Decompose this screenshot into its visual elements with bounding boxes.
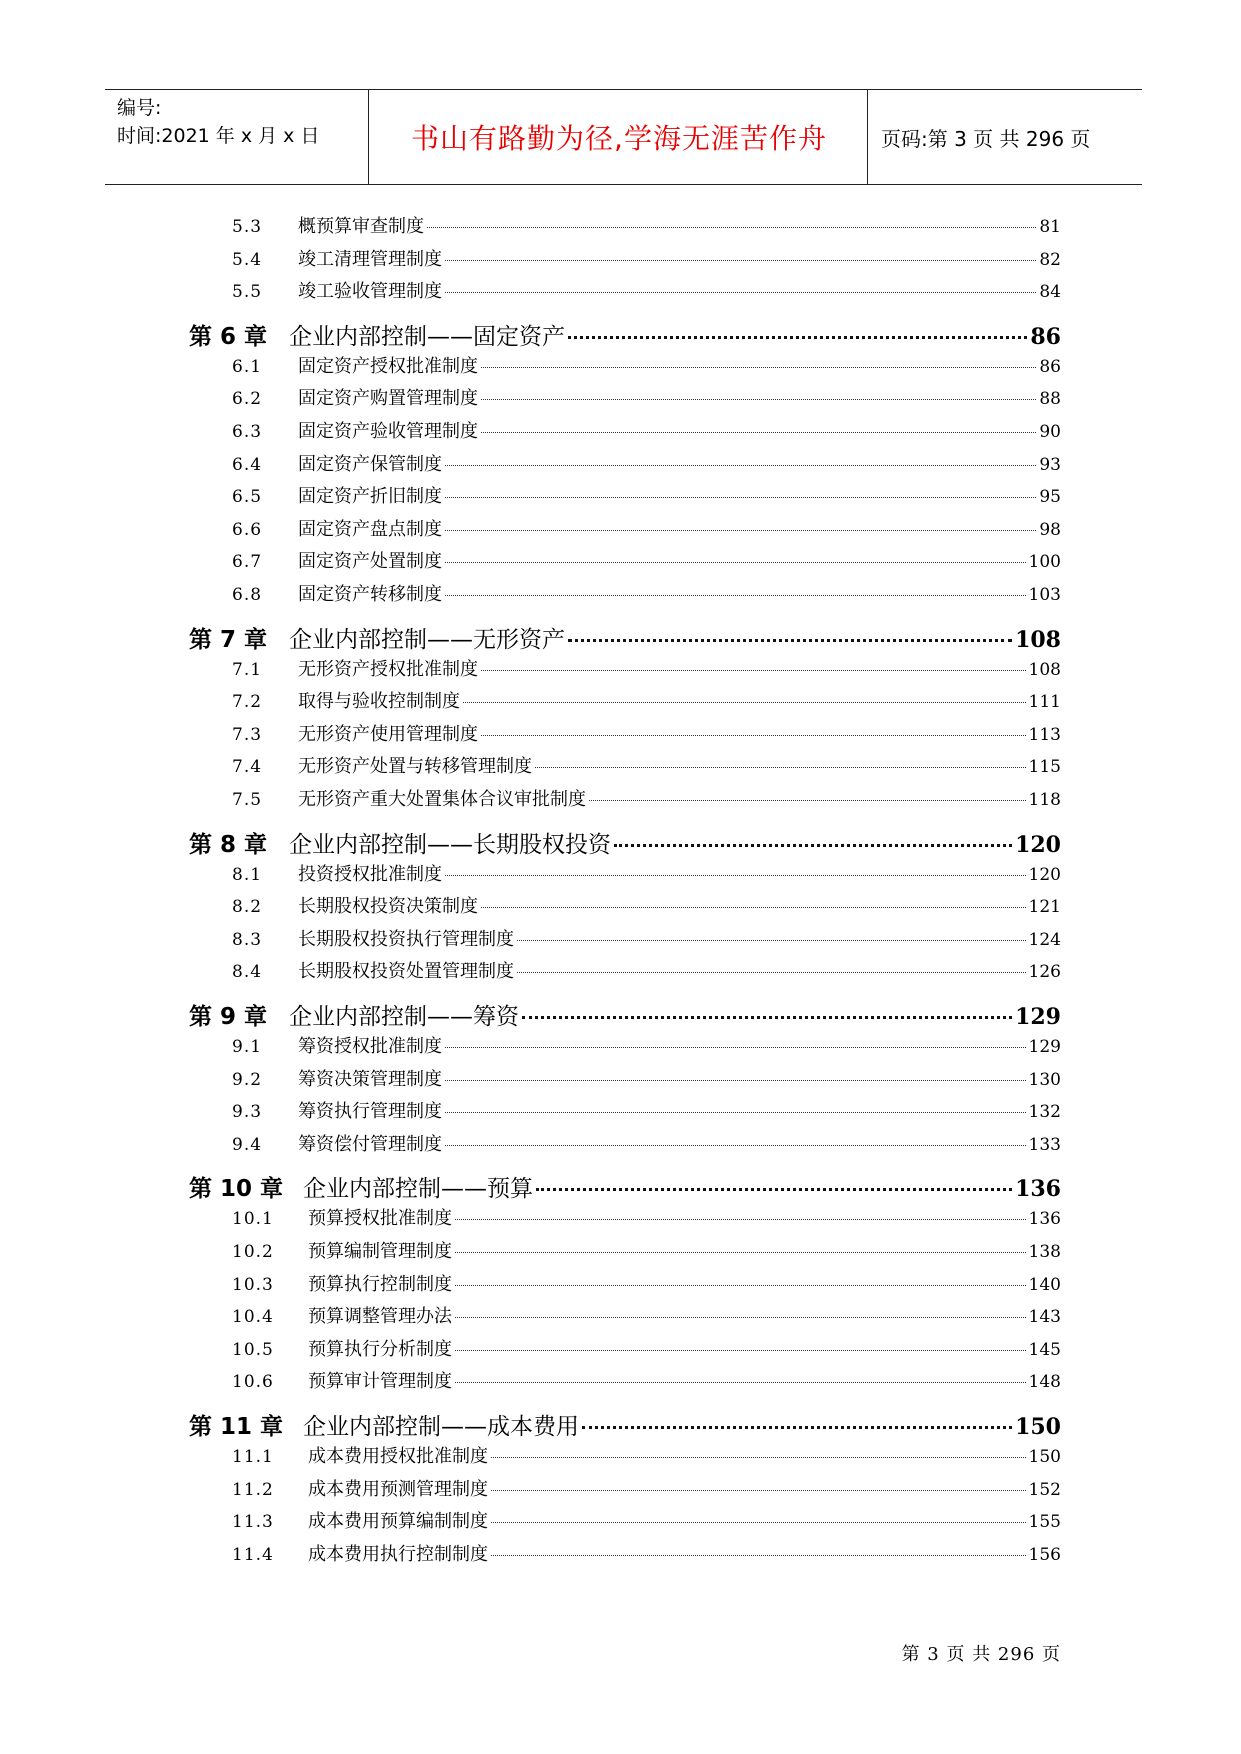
toc-dot-leader xyxy=(517,972,1026,973)
toc-entry-page: 98 xyxy=(1039,520,1061,540)
toc-dot-leader xyxy=(445,1112,1026,1113)
toc-entry-page: 108 xyxy=(1015,627,1061,653)
toc-entry-page: 115 xyxy=(1028,757,1061,777)
toc-section-entry[interactable] xyxy=(0,1032,1241,1062)
toc-entry-number: 第 9 章 xyxy=(189,1004,268,1030)
toc-dot-leader xyxy=(481,432,1036,433)
toc-entry-page: 126 xyxy=(1028,962,1061,982)
toc-dot-leader xyxy=(455,1219,1026,1220)
toc-entry-title: 长期股权投资处置管理制度 xyxy=(298,961,514,982)
toc-entry-title: 预算调整管理办法 xyxy=(308,1306,452,1327)
toc-entry-number: 8.1 xyxy=(232,865,263,885)
toc-dot-leader xyxy=(445,465,1036,466)
toc-entry-number: 7.4 xyxy=(232,757,263,777)
toc-entry-page: 86 xyxy=(1030,324,1061,350)
toc-dot-leader xyxy=(491,1490,1026,1491)
toc-section-entry[interactable] xyxy=(0,1507,1241,1537)
toc-entry-title: 预算编制管理制度 xyxy=(308,1241,452,1262)
toc-entry-page: 103 xyxy=(1028,585,1061,605)
header-divider xyxy=(867,90,868,184)
toc-entry-title: 固定资产盘点制度 xyxy=(298,519,442,540)
toc-entry-number: 6.5 xyxy=(232,487,263,507)
toc-entry-number: 7.2 xyxy=(232,692,263,712)
toc-section-entry[interactable] xyxy=(0,785,1241,815)
toc-section-entry[interactable] xyxy=(0,957,1241,987)
toc-entry-title: 预算执行分析制度 xyxy=(308,1339,452,1360)
toc-chapter-entry[interactable] xyxy=(0,1408,1241,1444)
toc-section-entry[interactable] xyxy=(0,687,1241,717)
toc-dot-leader xyxy=(481,907,1026,908)
toc-section-entry[interactable] xyxy=(0,384,1241,414)
toc-entry-number: 9.3 xyxy=(232,1102,263,1122)
toc-entry-number: 第 11 章 xyxy=(189,1414,284,1440)
toc-entry-page: 138 xyxy=(1028,1242,1061,1262)
toc-entry-title: 概预算审查制度 xyxy=(298,216,424,237)
toc-entry-page: 118 xyxy=(1028,790,1061,810)
toc-entry-number: 7.3 xyxy=(232,725,263,745)
toc-dot-leader xyxy=(481,399,1036,400)
toc-entry-number: 第 8 章 xyxy=(189,832,268,858)
toc-dot-leader xyxy=(463,702,1026,703)
toc-section-entry[interactable] xyxy=(0,245,1241,275)
toc-section-entry[interactable] xyxy=(0,1065,1241,1095)
toc-dot-leader xyxy=(481,367,1036,368)
toc-entry-number: 10.5 xyxy=(232,1340,274,1360)
toc-section-entry[interactable] xyxy=(0,655,1241,685)
toc-dot-leader xyxy=(568,639,1012,642)
toc-dot-leader xyxy=(491,1555,1026,1556)
toc-section-entry[interactable] xyxy=(0,1270,1241,1300)
toc-section-entry[interactable] xyxy=(0,352,1241,382)
toc-entry-title: 无形资产处置与转移管理制度 xyxy=(298,756,532,777)
toc-entry-page: 129 xyxy=(1015,1004,1061,1030)
toc-dot-leader xyxy=(455,1317,1026,1318)
toc-entry-title: 成本费用执行控制制度 xyxy=(308,1544,488,1565)
toc-dot-leader xyxy=(535,767,1026,768)
toc-section-entry[interactable] xyxy=(0,580,1241,610)
toc-chapter-entry[interactable] xyxy=(0,998,1241,1034)
toc-entry-page: 156 xyxy=(1028,1545,1061,1565)
toc-entry-number: 5.4 xyxy=(232,250,263,270)
toc-entry-page: 136 xyxy=(1015,1176,1061,1202)
toc-section-entry[interactable] xyxy=(0,1302,1241,1332)
toc-entry-title: 固定资产处置制度 xyxy=(298,551,442,572)
header-divider xyxy=(368,90,369,184)
toc-entry-number: 8.2 xyxy=(232,897,263,917)
toc-entry-page: 84 xyxy=(1039,282,1061,302)
toc-section-entry[interactable] xyxy=(0,547,1241,577)
toc-entry-page: 150 xyxy=(1015,1414,1061,1440)
toc-section-entry[interactable] xyxy=(0,1097,1241,1127)
toc-entry-page: 111 xyxy=(1028,692,1061,712)
toc-entry-number: 5.5 xyxy=(232,282,263,302)
toc-entry-title: 固定资产折旧制度 xyxy=(298,486,442,507)
toc-entry-page: 124 xyxy=(1028,930,1061,950)
toc-chapter-entry[interactable] xyxy=(0,826,1241,862)
toc-entry-title: 筹资决策管理制度 xyxy=(298,1069,442,1090)
toc-entry-page: 81 xyxy=(1039,217,1061,237)
toc-dot-leader xyxy=(481,670,1026,671)
toc-entry-page: 152 xyxy=(1028,1480,1061,1500)
toc-entry-number: 6.2 xyxy=(232,389,263,409)
toc-entry-title: 企业内部控制——长期股权投资 xyxy=(289,832,611,858)
toc-entry-number: 第 10 章 xyxy=(189,1176,284,1202)
toc-entry-title: 长期股权投资执行管理制度 xyxy=(298,929,514,950)
toc-entry-title: 预算授权批准制度 xyxy=(308,1208,452,1229)
header-time-label: 时间:2021 年 x 月 x 日 xyxy=(117,125,320,147)
toc-entry-page: 150 xyxy=(1028,1447,1061,1467)
toc-section-entry[interactable] xyxy=(0,417,1241,447)
toc-dot-leader xyxy=(536,1188,1012,1191)
toc-entry-title: 筹资偿付管理制度 xyxy=(298,1134,442,1155)
header-page-label: 页码:第 3 页 共 296 页 xyxy=(881,126,1091,151)
toc-entry-title: 企业内部控制——无形资产 xyxy=(289,627,565,653)
toc-entry-number: 11.4 xyxy=(232,1545,274,1565)
toc-dot-leader xyxy=(427,227,1036,228)
toc-entry-number: 9.1 xyxy=(232,1037,263,1057)
toc-dot-leader xyxy=(568,336,1027,339)
toc-dot-leader xyxy=(614,844,1012,847)
toc-section-entry[interactable] xyxy=(0,515,1241,545)
toc-entry-number: 10.4 xyxy=(232,1307,274,1327)
toc-entry-title: 固定资产授权批准制度 xyxy=(298,356,478,377)
toc-entry-number: 6.1 xyxy=(232,357,263,377)
toc-dot-leader xyxy=(445,530,1036,531)
toc-entry-page: 86 xyxy=(1039,357,1061,377)
toc-entry-title: 预算执行控制制度 xyxy=(308,1274,452,1295)
toc-entry-title: 企业内部控制——预算 xyxy=(303,1176,533,1202)
toc-entry-page: 121 xyxy=(1028,897,1061,917)
toc-entry-page: 100 xyxy=(1028,552,1061,572)
toc-entry-page: 148 xyxy=(1028,1372,1061,1392)
toc-entry-title: 筹资执行管理制度 xyxy=(298,1101,442,1122)
toc-section-entry[interactable] xyxy=(0,450,1241,480)
toc-section-entry[interactable] xyxy=(0,1130,1241,1160)
toc-entry-number: 8.3 xyxy=(232,930,263,950)
toc-entry-title: 固定资产验收管理制度 xyxy=(298,421,478,442)
toc-entry-number: 11.1 xyxy=(232,1447,274,1467)
header-number-label: 编号: xyxy=(117,97,162,119)
toc-entry-number: 5.3 xyxy=(232,217,263,237)
toc-entry-page: 95 xyxy=(1039,487,1061,507)
toc-entry-page: 108 xyxy=(1028,660,1061,680)
toc-chapter-entry[interactable] xyxy=(0,318,1241,354)
toc-entry-title: 无形资产使用管理制度 xyxy=(298,724,478,745)
toc-dot-leader xyxy=(445,497,1036,498)
toc-entry-page: 113 xyxy=(1028,725,1061,745)
toc-section-entry[interactable] xyxy=(0,277,1241,307)
toc-section-entry[interactable] xyxy=(0,212,1241,242)
toc-entry-title: 企业内部控制——筹资 xyxy=(289,1004,519,1030)
toc-entry-page: 155 xyxy=(1028,1512,1061,1532)
toc-chapter-entry[interactable] xyxy=(0,621,1241,657)
toc-entry-title: 固定资产保管制度 xyxy=(298,454,442,475)
toc-section-entry[interactable] xyxy=(0,1335,1241,1365)
toc-entry-page: 136 xyxy=(1028,1209,1061,1229)
toc-entry-page: 133 xyxy=(1028,1135,1061,1155)
toc-section-entry[interactable] xyxy=(0,892,1241,922)
toc-entry-number: 7.1 xyxy=(232,660,263,680)
toc-dot-leader xyxy=(491,1457,1026,1458)
toc-entry-page: 93 xyxy=(1039,455,1061,475)
toc-entry-page: 140 xyxy=(1028,1275,1061,1295)
toc-entry-number: 第 6 章 xyxy=(189,324,268,350)
toc-section-entry[interactable] xyxy=(0,1367,1241,1397)
toc-entry-number: 10.2 xyxy=(232,1242,274,1262)
toc-entry-number: 6.7 xyxy=(232,552,263,572)
toc-entry-page: 90 xyxy=(1039,422,1061,442)
toc-dot-leader xyxy=(589,800,1026,801)
toc-entry-number: 6.6 xyxy=(232,520,263,540)
toc-entry-page: 129 xyxy=(1028,1037,1061,1057)
toc-entry-title: 竣工验收管理制度 xyxy=(298,281,442,302)
toc-section-entry[interactable] xyxy=(0,1204,1241,1234)
toc-entry-title: 固定资产购置管理制度 xyxy=(298,388,478,409)
toc-entry-title: 投资授权批准制度 xyxy=(298,864,442,885)
toc-dot-leader xyxy=(445,292,1036,293)
toc-section-entry[interactable] xyxy=(0,860,1241,890)
toc-dot-leader xyxy=(445,1080,1026,1081)
toc-entry-number: 8.4 xyxy=(232,962,263,982)
toc-entry-page: 145 xyxy=(1028,1340,1061,1360)
toc-entry-number: 6.8 xyxy=(232,585,263,605)
toc-entry-page: 130 xyxy=(1028,1070,1061,1090)
toc-entry-title: 预算审计管理制度 xyxy=(308,1371,452,1392)
toc-section-entry[interactable] xyxy=(0,1475,1241,1505)
header-meta xyxy=(117,94,319,150)
toc-dot-leader xyxy=(491,1522,1026,1523)
toc-entry-number: 10.3 xyxy=(232,1275,274,1295)
toc-dot-leader xyxy=(481,735,1026,736)
toc-entry-title: 取得与验收控制制度 xyxy=(298,691,460,712)
toc-entry-page: 132 xyxy=(1028,1102,1061,1122)
toc-entry-number: 9.4 xyxy=(232,1135,263,1155)
toc-dot-leader xyxy=(455,1350,1026,1351)
toc-chapter-entry[interactable] xyxy=(0,1170,1241,1206)
toc-dot-leader xyxy=(445,562,1026,563)
toc-entry-number: 第 7 章 xyxy=(189,627,268,653)
page-footer: 第 3 页 共 296 页 xyxy=(901,1644,1061,1665)
toc-entry-title: 竣工清理管理制度 xyxy=(298,249,442,270)
toc-entry-page: 82 xyxy=(1039,250,1061,270)
toc-section-entry[interactable] xyxy=(0,1442,1241,1472)
toc-entry-page: 88 xyxy=(1039,389,1061,409)
toc-entry-title: 无形资产授权批准制度 xyxy=(298,659,478,680)
toc-entry-title: 成本费用预测管理制度 xyxy=(308,1479,488,1500)
toc-entry-number: 11.2 xyxy=(232,1480,274,1500)
toc-entry-number: 9.2 xyxy=(232,1070,263,1090)
toc-dot-leader xyxy=(517,940,1026,941)
toc-section-entry[interactable] xyxy=(0,1237,1241,1267)
header-motto: 书山有路勤为径,学海无涯苦作舟 xyxy=(411,122,827,155)
toc-entry-title: 固定资产转移制度 xyxy=(298,584,442,605)
toc-section-entry[interactable] xyxy=(0,1540,1241,1570)
toc-entry-page: 143 xyxy=(1028,1307,1061,1327)
toc-entry-number: 10.1 xyxy=(232,1209,274,1229)
toc-dot-leader xyxy=(445,875,1026,876)
toc-entry-title: 成本费用预算编制制度 xyxy=(308,1511,488,1532)
toc-entry-title: 企业内部控制——固定资产 xyxy=(289,324,565,350)
toc-entry-number: 6.3 xyxy=(232,422,263,442)
toc-entry-number: 6.4 xyxy=(232,455,263,475)
toc-entry-number: 11.3 xyxy=(232,1512,274,1532)
toc-dot-leader xyxy=(455,1382,1026,1383)
toc-dot-leader xyxy=(455,1252,1026,1253)
toc-dot-leader xyxy=(582,1426,1012,1429)
toc-dot-leader xyxy=(455,1285,1026,1286)
toc-entry-number: 7.5 xyxy=(232,790,263,810)
toc-dot-leader xyxy=(445,1145,1026,1146)
toc-entry-title: 无形资产重大处置集体合议审批制度 xyxy=(298,789,586,810)
toc-section-entry[interactable] xyxy=(0,925,1241,955)
toc-section-entry[interactable] xyxy=(0,482,1241,512)
toc-dot-leader xyxy=(522,1016,1012,1019)
toc-dot-leader xyxy=(445,260,1036,261)
toc-entry-title: 成本费用授权批准制度 xyxy=(308,1446,488,1467)
toc-section-entry[interactable] xyxy=(0,752,1241,782)
toc-dot-leader xyxy=(445,595,1026,596)
page-header xyxy=(105,89,1142,185)
toc-dot-leader xyxy=(445,1047,1026,1048)
toc-entry-title: 企业内部控制——成本费用 xyxy=(303,1414,579,1440)
toc-entry-page: 120 xyxy=(1015,832,1061,858)
toc-entry-page: 120 xyxy=(1028,865,1061,885)
toc-section-entry[interactable] xyxy=(0,720,1241,750)
toc-entry-title: 筹资授权批准制度 xyxy=(298,1036,442,1057)
toc-entry-number: 10.6 xyxy=(232,1372,274,1392)
toc-entry-title: 长期股权投资决策制度 xyxy=(298,896,478,917)
